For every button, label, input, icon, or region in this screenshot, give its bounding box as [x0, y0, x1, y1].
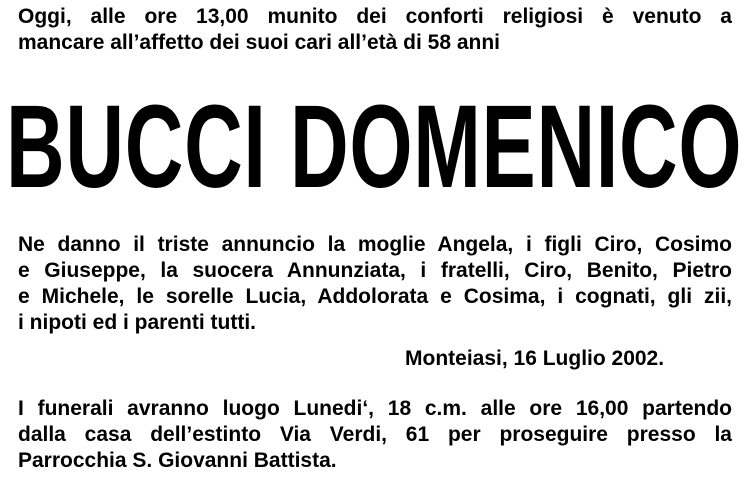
announcement-line: e Giuseppe, la suocera Annunziata, i fratelli, Ciro, Benito, Pietro	[18, 259, 732, 282]
announcement-line: i nipoti ed i parenti tutti.	[18, 311, 256, 334]
place-date: Monteiasi, 16 Luglio 2002.	[405, 347, 665, 370]
intro-paragraph	[18, 4, 732, 56]
announcement-line: Ne danno il triste annuncio la moglie Angela, i figli Ciro, Cosimo	[18, 233, 732, 256]
intro-line: mancare all’affetto dei suoi cari all’età di 58 anni	[18, 31, 501, 54]
intro-line: Oggi, alle ore 13,00 munito dei conforti religiosi è venuto a	[18, 5, 732, 28]
funeral-line: dalla casa dell’estinto Via Verdi, 61 per proseguire presso la	[18, 423, 732, 446]
deceased-name-text: BUCCI DOMENICO	[6, 88, 742, 206]
deceased-name	[6, 88, 742, 206]
funeral-line: I funerali avranno luogo Lunedi‘, 18 c.m. alle ore 16,00 partendo	[18, 397, 732, 420]
announcement-line: e Michele, le sorelle Lucia, Addolorata e Cosima, i cognati, gli zii,	[18, 285, 732, 308]
funeral-paragraph	[18, 396, 732, 474]
announcement-paragraph	[18, 232, 732, 336]
funeral-line: Parrocchia S. Giovanni Battista.	[18, 449, 337, 472]
